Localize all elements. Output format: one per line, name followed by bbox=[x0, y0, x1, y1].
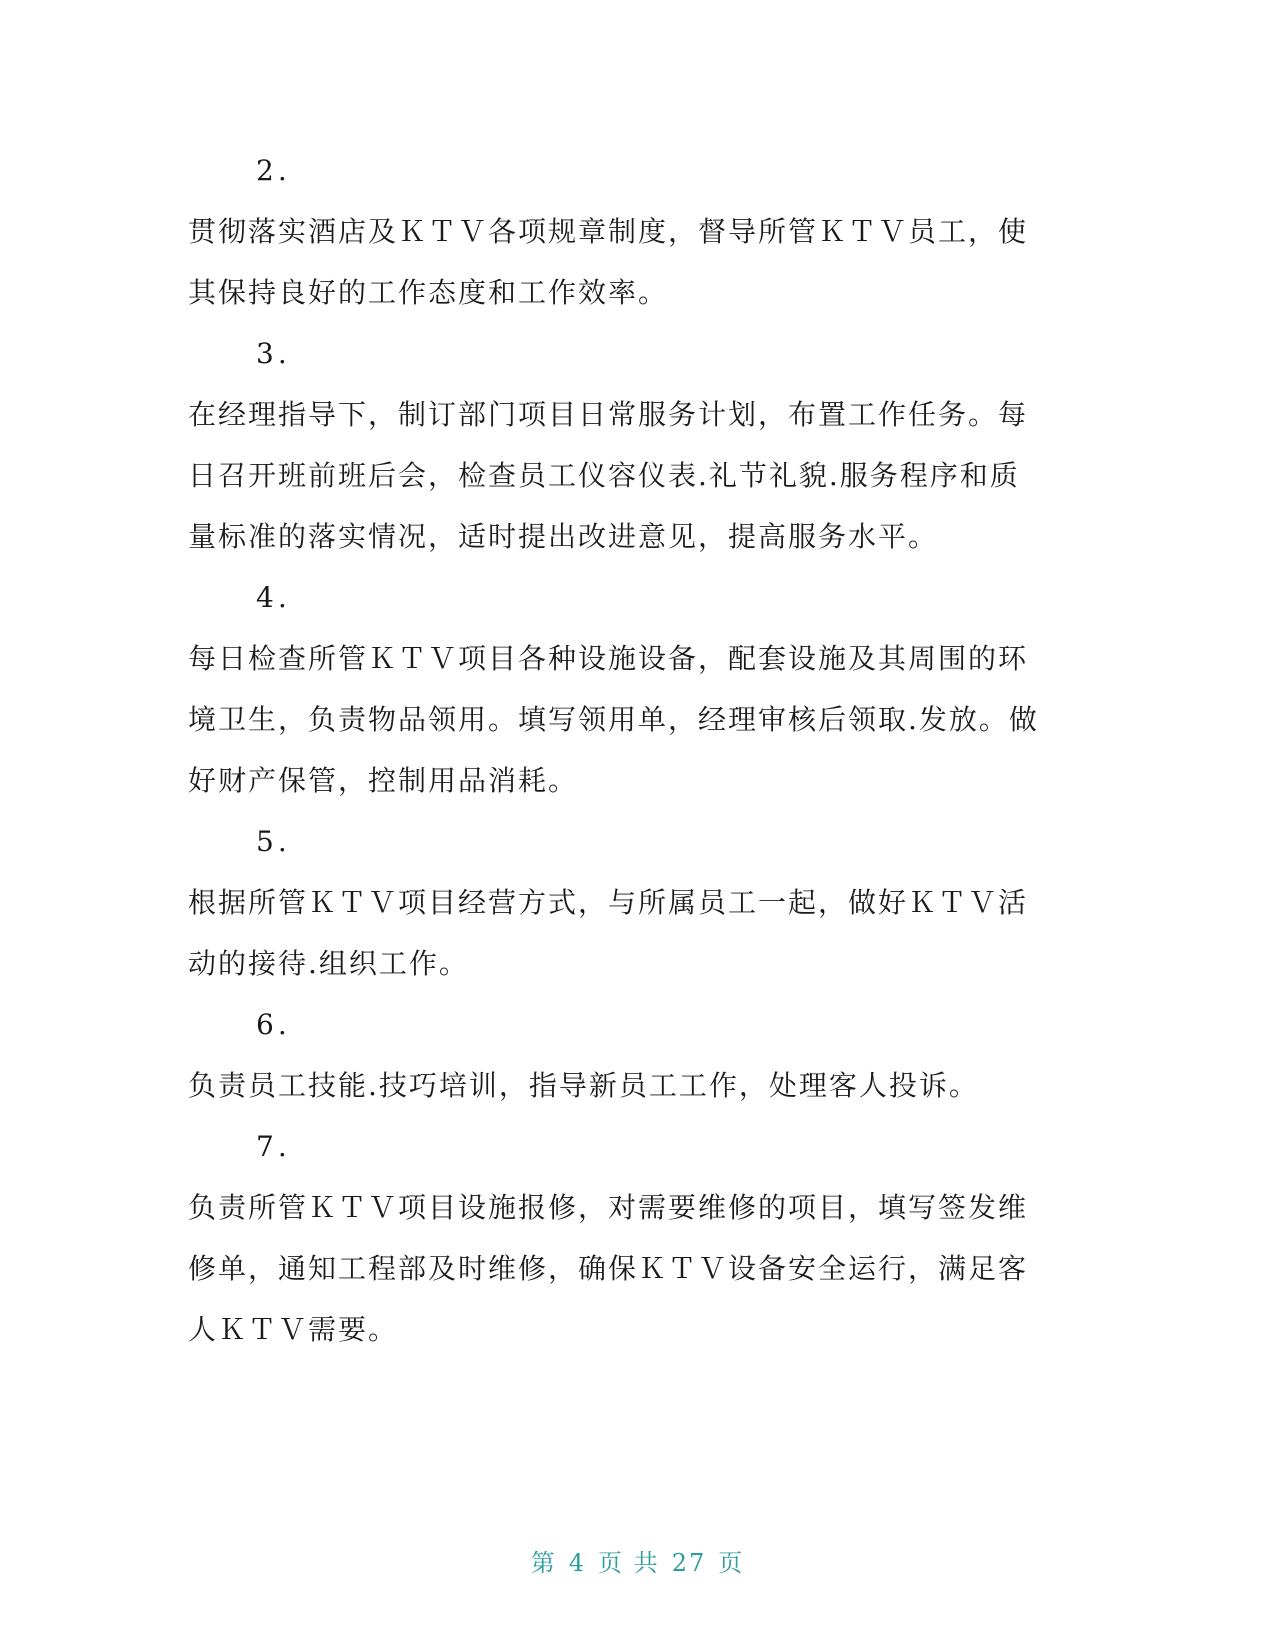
total-pages-number: 27 bbox=[671, 1549, 707, 1577]
list-item bbox=[188, 140, 1088, 323]
footer-middle: 页 共 bbox=[598, 1549, 660, 1577]
item-text bbox=[188, 1055, 1088, 1116]
footer-prefix: 第 bbox=[530, 1549, 557, 1577]
text-line: 根据所管ＫＴＶ项目经营方式，与所属员工一起，做好ＫＴＶ活 bbox=[188, 886, 1029, 919]
item-number: 6. bbox=[256, 1008, 291, 1041]
text-line: 人ＫＴＶ需要。 bbox=[188, 1313, 399, 1346]
text-line: 在经理指导下，制订部门项目日常服务计划，布置工作任务。每 bbox=[188, 398, 1029, 431]
item-number: 2. bbox=[256, 154, 291, 187]
item-text bbox=[188, 384, 1088, 567]
item-text bbox=[188, 872, 1088, 994]
document-body bbox=[188, 140, 1088, 1360]
text-line: 其保持良好的工作态度和工作效率。 bbox=[188, 276, 669, 309]
list-item bbox=[188, 811, 1088, 994]
page-footer bbox=[0, 1543, 1275, 1578]
text-line: 境卫生，负责物品领用。填写领用单，经理审核后领取.发放。做 bbox=[188, 703, 1039, 736]
text-line: 每日检查所管ＫＴＶ项目各种设施设备，配套设施及其周围的环 bbox=[188, 642, 1029, 675]
item-number: 3. bbox=[256, 337, 291, 370]
current-page-number: 4 bbox=[568, 1549, 587, 1577]
list-item bbox=[188, 567, 1088, 811]
text-line: 日召开班前班后会，检查员工仪容仪表.礼节礼貌.服务程序和质 bbox=[188, 459, 1020, 492]
item-number: 5. bbox=[256, 825, 291, 858]
item-number: 7. bbox=[256, 1130, 291, 1163]
text-line: 贯彻落实酒店及ＫＴＶ各项规章制度，督导所管ＫＴＶ员工，使 bbox=[188, 215, 1029, 248]
list-item bbox=[188, 1116, 1088, 1360]
text-line: 负责员工技能.技巧培训，指导新员工工作，处理客人投诉。 bbox=[188, 1069, 979, 1102]
item-text bbox=[188, 201, 1088, 323]
item-number: 4. bbox=[256, 581, 291, 614]
text-line: 负责所管ＫＴＶ项目设施报修，对需要维修的项目，填写签发维 bbox=[188, 1191, 1029, 1224]
text-line: 动的接待.组织工作。 bbox=[188, 947, 469, 980]
text-line: 好财产保管，控制用品消耗。 bbox=[188, 764, 579, 797]
list-item bbox=[188, 323, 1088, 567]
footer-suffix: 页 bbox=[718, 1549, 745, 1577]
item-text bbox=[188, 1177, 1088, 1360]
text-line: 量标准的落实情况，适时提出改进意见，提高服务水平。 bbox=[188, 520, 939, 553]
text-line: 修单，通知工程部及时维修，确保ＫＴＶ设备安全运行，满足客 bbox=[188, 1252, 1029, 1285]
item-text bbox=[188, 628, 1088, 811]
list-item bbox=[188, 994, 1088, 1116]
